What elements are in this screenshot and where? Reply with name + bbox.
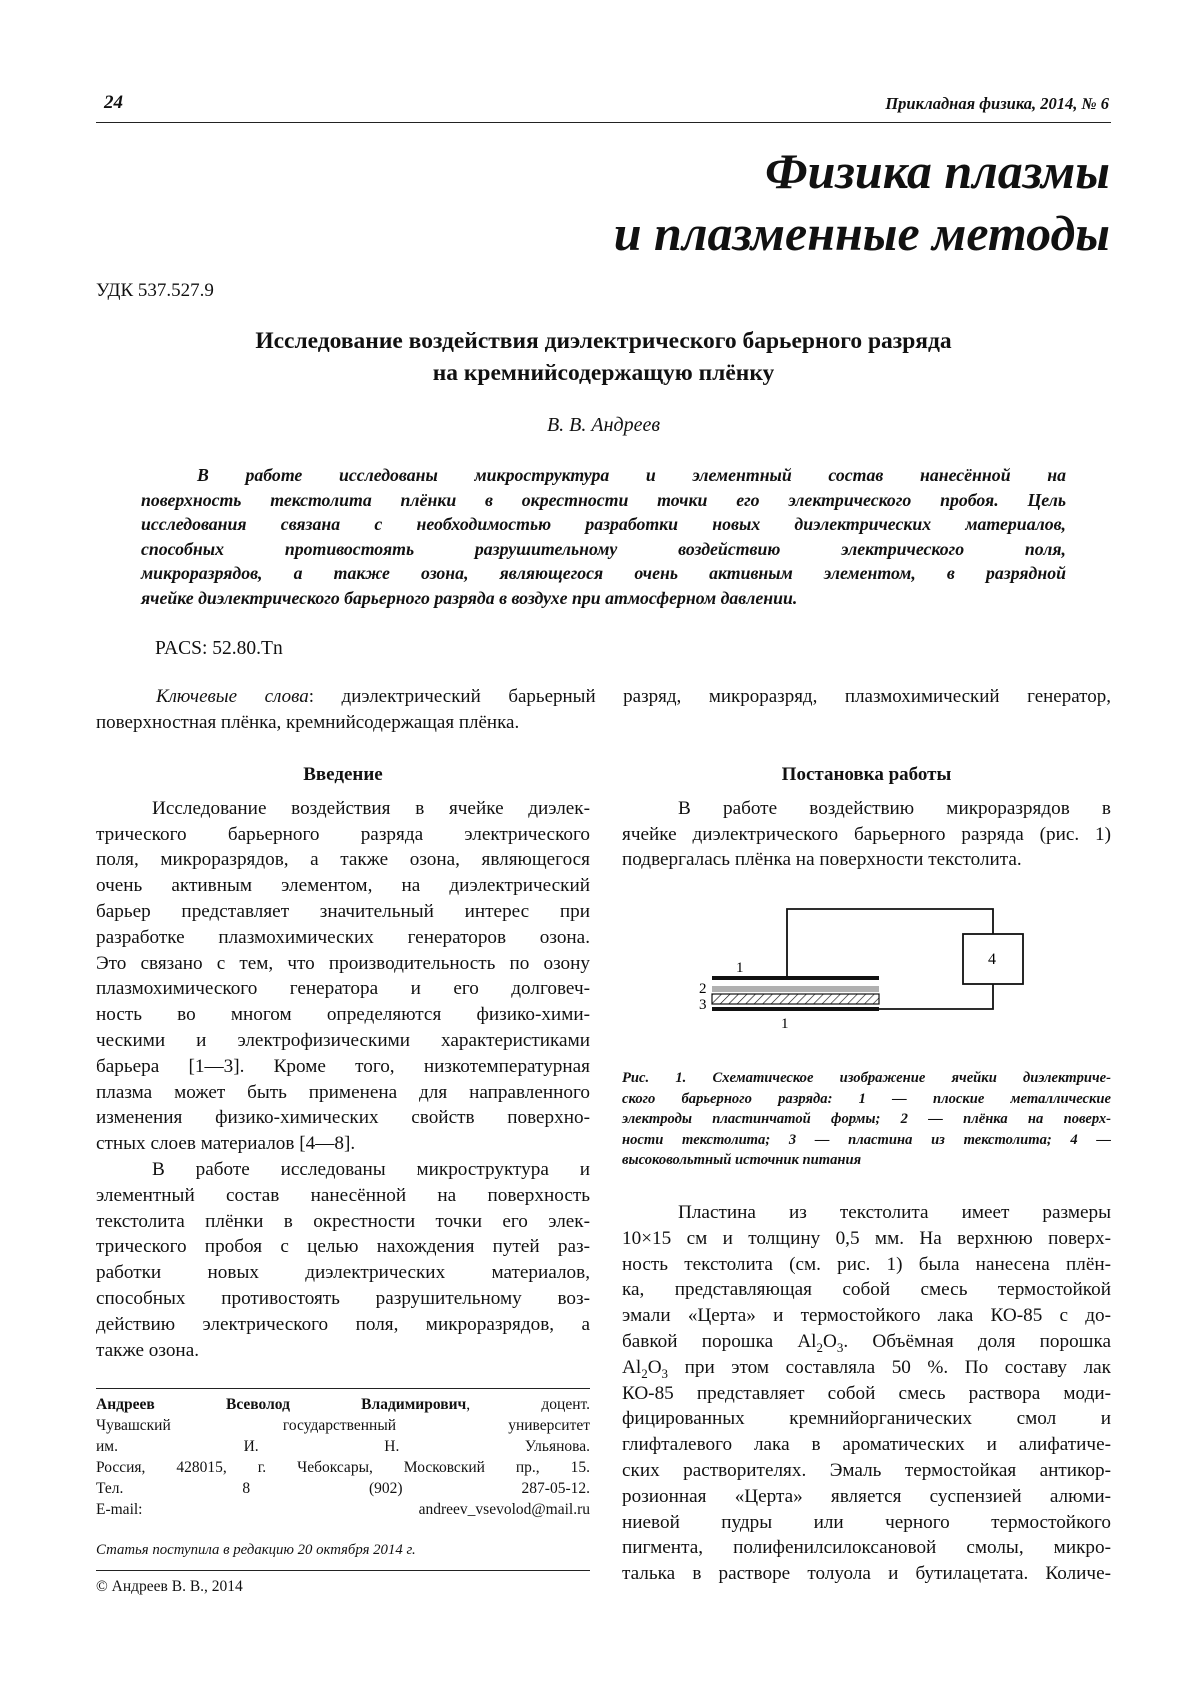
abstract-line: исследования связана с необходимостью разработки новых диэлектрических материалов,	[141, 514, 1066, 534]
caption-line: Рис. 1. Схематическое изображение ячейки диэлектриче-	[622, 1070, 1111, 1086]
body-line: барьера [1—3]. Кроме того, низкотемпературная	[96, 1055, 590, 1077]
abstract-line: В работе исследованы микроструктура и элементный состав нанесённой на	[197, 465, 1066, 485]
body-line: также озона.	[96, 1339, 200, 1361]
body-line: эмали «Церта» и термостойкого лака КО-85 с до-	[622, 1305, 1111, 1327]
label-textolite: 3	[699, 997, 707, 1013]
keywords-line: поверхностная плёнка, кремнийсодержащая плёнка.	[96, 712, 520, 733]
article-author: В. В. Андреев	[546, 414, 661, 436]
body-line: глифталевого лака в ароматических и алифатиче-	[622, 1434, 1111, 1456]
text-fragment: бавкой порошка Al	[622, 1330, 817, 1352]
body-line: плазмохимического генератора и его долговеч-	[96, 978, 590, 1000]
article-title-line: на кремнийсодержащую плёнку	[432, 360, 775, 386]
body-line: подвергалась плёнка на поверхности текстолита.	[622, 849, 1022, 871]
section-title-line: и плазменные методы	[613, 205, 1110, 261]
body-line: Пластина из текстолита имеет размеры	[678, 1202, 1111, 1223]
copyright: © Андреев В. В., 2014	[96, 1578, 243, 1595]
body-line: работки новых диэлектрических материалов,	[96, 1262, 590, 1284]
section-title	[614, 140, 1110, 264]
textolite-plate	[712, 994, 879, 1004]
body-line: ность во многом определяются физико-хими-	[96, 1004, 590, 1026]
body-line: элементный состав нанесённой на поверхность	[96, 1184, 590, 1206]
label-electrode-top: 1	[736, 960, 744, 976]
keywords-text: : диэлектрический барьерный разряд, микроразряд, плазмохимический генератор,	[308, 686, 1111, 707]
body-line: пигмента, полифенилсилоксановой смолы, микро-	[622, 1537, 1111, 1559]
subscript: 3	[661, 1365, 669, 1381]
body-line: разработке плазмохимических генераторов озона.	[96, 926, 590, 948]
author-fullname: Андреев Всеволод Владимирович	[96, 1396, 467, 1413]
keywords-line	[96, 684, 1111, 710]
body-line: трического барьерного разряда электрического	[96, 823, 590, 845]
setup-column	[622, 762, 1111, 873]
abstract	[141, 463, 1066, 610]
footnote-line: Чувашский государственный университет	[96, 1417, 590, 1434]
body-line: трического пробоя с целью нахождения путей раз-	[96, 1236, 590, 1258]
article-title	[96, 325, 1111, 389]
body-line: барьер представляет значительный интерес при	[96, 900, 590, 922]
body-line: Исследование воздействия в ячейке диэлек-	[152, 797, 590, 819]
body-line: ячейке диэлектрического барьерного разряда (рис. 1)	[622, 823, 1111, 845]
subscript: 2	[641, 1365, 648, 1381]
wire-top	[787, 909, 993, 978]
text-fragment: O	[823, 1330, 837, 1352]
article-title-line: Исследование воздействия диэлектрического барьерного разряда	[255, 328, 952, 354]
footnote-line: E-mail: andreev_vsevolod@mail.ru	[96, 1501, 590, 1518]
pacs-code: PACS: 52.80.Tn	[155, 638, 283, 659]
wire-bottom	[879, 984, 993, 1009]
running-header	[96, 92, 1111, 123]
caption-line: электроды пластинчатой формы; 2 — плёнка на поверх-	[622, 1111, 1111, 1127]
author-position: , доцент.	[466, 1396, 590, 1413]
abstract-line: ячейке диэлектрического барьерного разряда в воздухе при атмосферном давлении.	[141, 587, 798, 608]
caption-line: ского барьерного разряда: 1 — плоские металлические	[622, 1090, 1111, 1107]
body-line: действию электрического поля, микроразрядов, а	[96, 1313, 590, 1335]
label-electrode-bottom: 1	[781, 1016, 789, 1032]
body-line: КО-85 представляет собой смесь раствора моди-	[622, 1382, 1111, 1404]
abstract-line: способных противостоять разрушительному воздействию электрического поля,	[141, 538, 1066, 559]
text-fragment: при этом составляла 50 %. По составу лак	[668, 1356, 1111, 1378]
label-film: 2	[699, 981, 707, 997]
body-line: ниевой пудры или черного термостойкого	[622, 1511, 1111, 1533]
keywords	[96, 684, 1111, 736]
body-line: изменения физико-химических свойств поверхно-	[96, 1107, 590, 1129]
text-fragment: . Объёмная доля порошка	[843, 1330, 1111, 1352]
setup-heading: Постановка работы	[781, 764, 952, 785]
body-line: способных противостоять разрушительному воз-	[96, 1287, 590, 1309]
footnote-line	[96, 1394, 590, 1415]
subscript: 2	[816, 1339, 824, 1355]
footnote-line: им. И. Н. Ульянова.	[96, 1438, 590, 1455]
keywords-label: Ключевые слова	[156, 686, 309, 707]
text-fragment: O	[647, 1356, 662, 1378]
body-line: 10×15 см и толщину 0,5 мм. На верхнюю поверх-	[622, 1227, 1111, 1249]
body-line: очень активным элементом, на диэлектрический	[96, 875, 590, 897]
abstract-line: микроразрядов, а также озона, являющегося очень активным элементом, в разрядной	[141, 563, 1066, 583]
subscript: 3	[836, 1339, 844, 1355]
body-line: поля, микроразрядов, а также озона, являющегося	[96, 849, 590, 871]
body-line: В работе исследованы микроструктура и	[152, 1158, 590, 1180]
text-fragment: Al	[622, 1356, 642, 1378]
udk-code: УДК 537.527.9	[96, 280, 214, 301]
dbd-cell-diagram	[622, 898, 1111, 1068]
body-line	[622, 1329, 1111, 1355]
film-layer	[712, 986, 879, 992]
body-line: розионная «Церта» является суспензией алюми-	[622, 1485, 1111, 1507]
body-line: Это связано с тем, что производительность по озону	[96, 952, 590, 974]
intro-column	[96, 762, 590, 1363]
journal-reference: Прикладная физика, 2014, № 6	[885, 94, 1109, 113]
caption-line: ности текстолита; 3 — пластина из текстолита; 4 —	[622, 1131, 1111, 1148]
setup-continued	[622, 1200, 1111, 1587]
label-power-source: 4	[988, 951, 996, 968]
section-title-line: Физика плазмы	[765, 143, 1110, 199]
intro-heading: Введение	[303, 764, 383, 785]
body-line: В работе воздействию микроразрядов в	[678, 797, 1111, 819]
footnote-line: Россия, 428015, г. Чебоксары, Московский пр., 15.	[96, 1459, 590, 1476]
body-line	[622, 1355, 1111, 1381]
caption-line: высоковольтный источник питания	[622, 1152, 862, 1168]
body-line: текстолита плёнки в окрестности точки его элек-	[96, 1210, 590, 1232]
footnote-divider	[96, 1388, 590, 1389]
abstract-line: поверхность текстолита плёнки в окрестности точки его электрического пробоя. Цель	[141, 489, 1066, 510]
body-line: ка, представляющая собой смесь термостойкой	[622, 1279, 1111, 1301]
received-date: Статья поступила в редакцию 20 октября 2014 г.	[96, 1542, 416, 1558]
footnote-line: Тел. 8 (902) 287-05-12.	[96, 1480, 590, 1497]
author-footnote	[96, 1394, 590, 1520]
body-line: фицированных кремнийорганических смол и	[622, 1408, 1111, 1430]
page-number: 24	[104, 92, 123, 113]
figure-caption	[622, 1068, 1111, 1171]
body-line: талька в растворе толуола и бутилацетата. Количе-	[622, 1563, 1111, 1585]
body-line: стных слоев материалов [4—8].	[96, 1133, 356, 1155]
copyright-divider	[96, 1570, 590, 1571]
body-line: ность текстолита (см. рис. 1) была нанесена плён-	[622, 1253, 1111, 1275]
body-line: ских растворителях. Эмаль термостойкая антикор-	[622, 1459, 1111, 1481]
body-line: ческими и электрофизическими характеристиками	[96, 1029, 590, 1051]
body-line: плазма может быть применена для направленного	[96, 1081, 590, 1103]
